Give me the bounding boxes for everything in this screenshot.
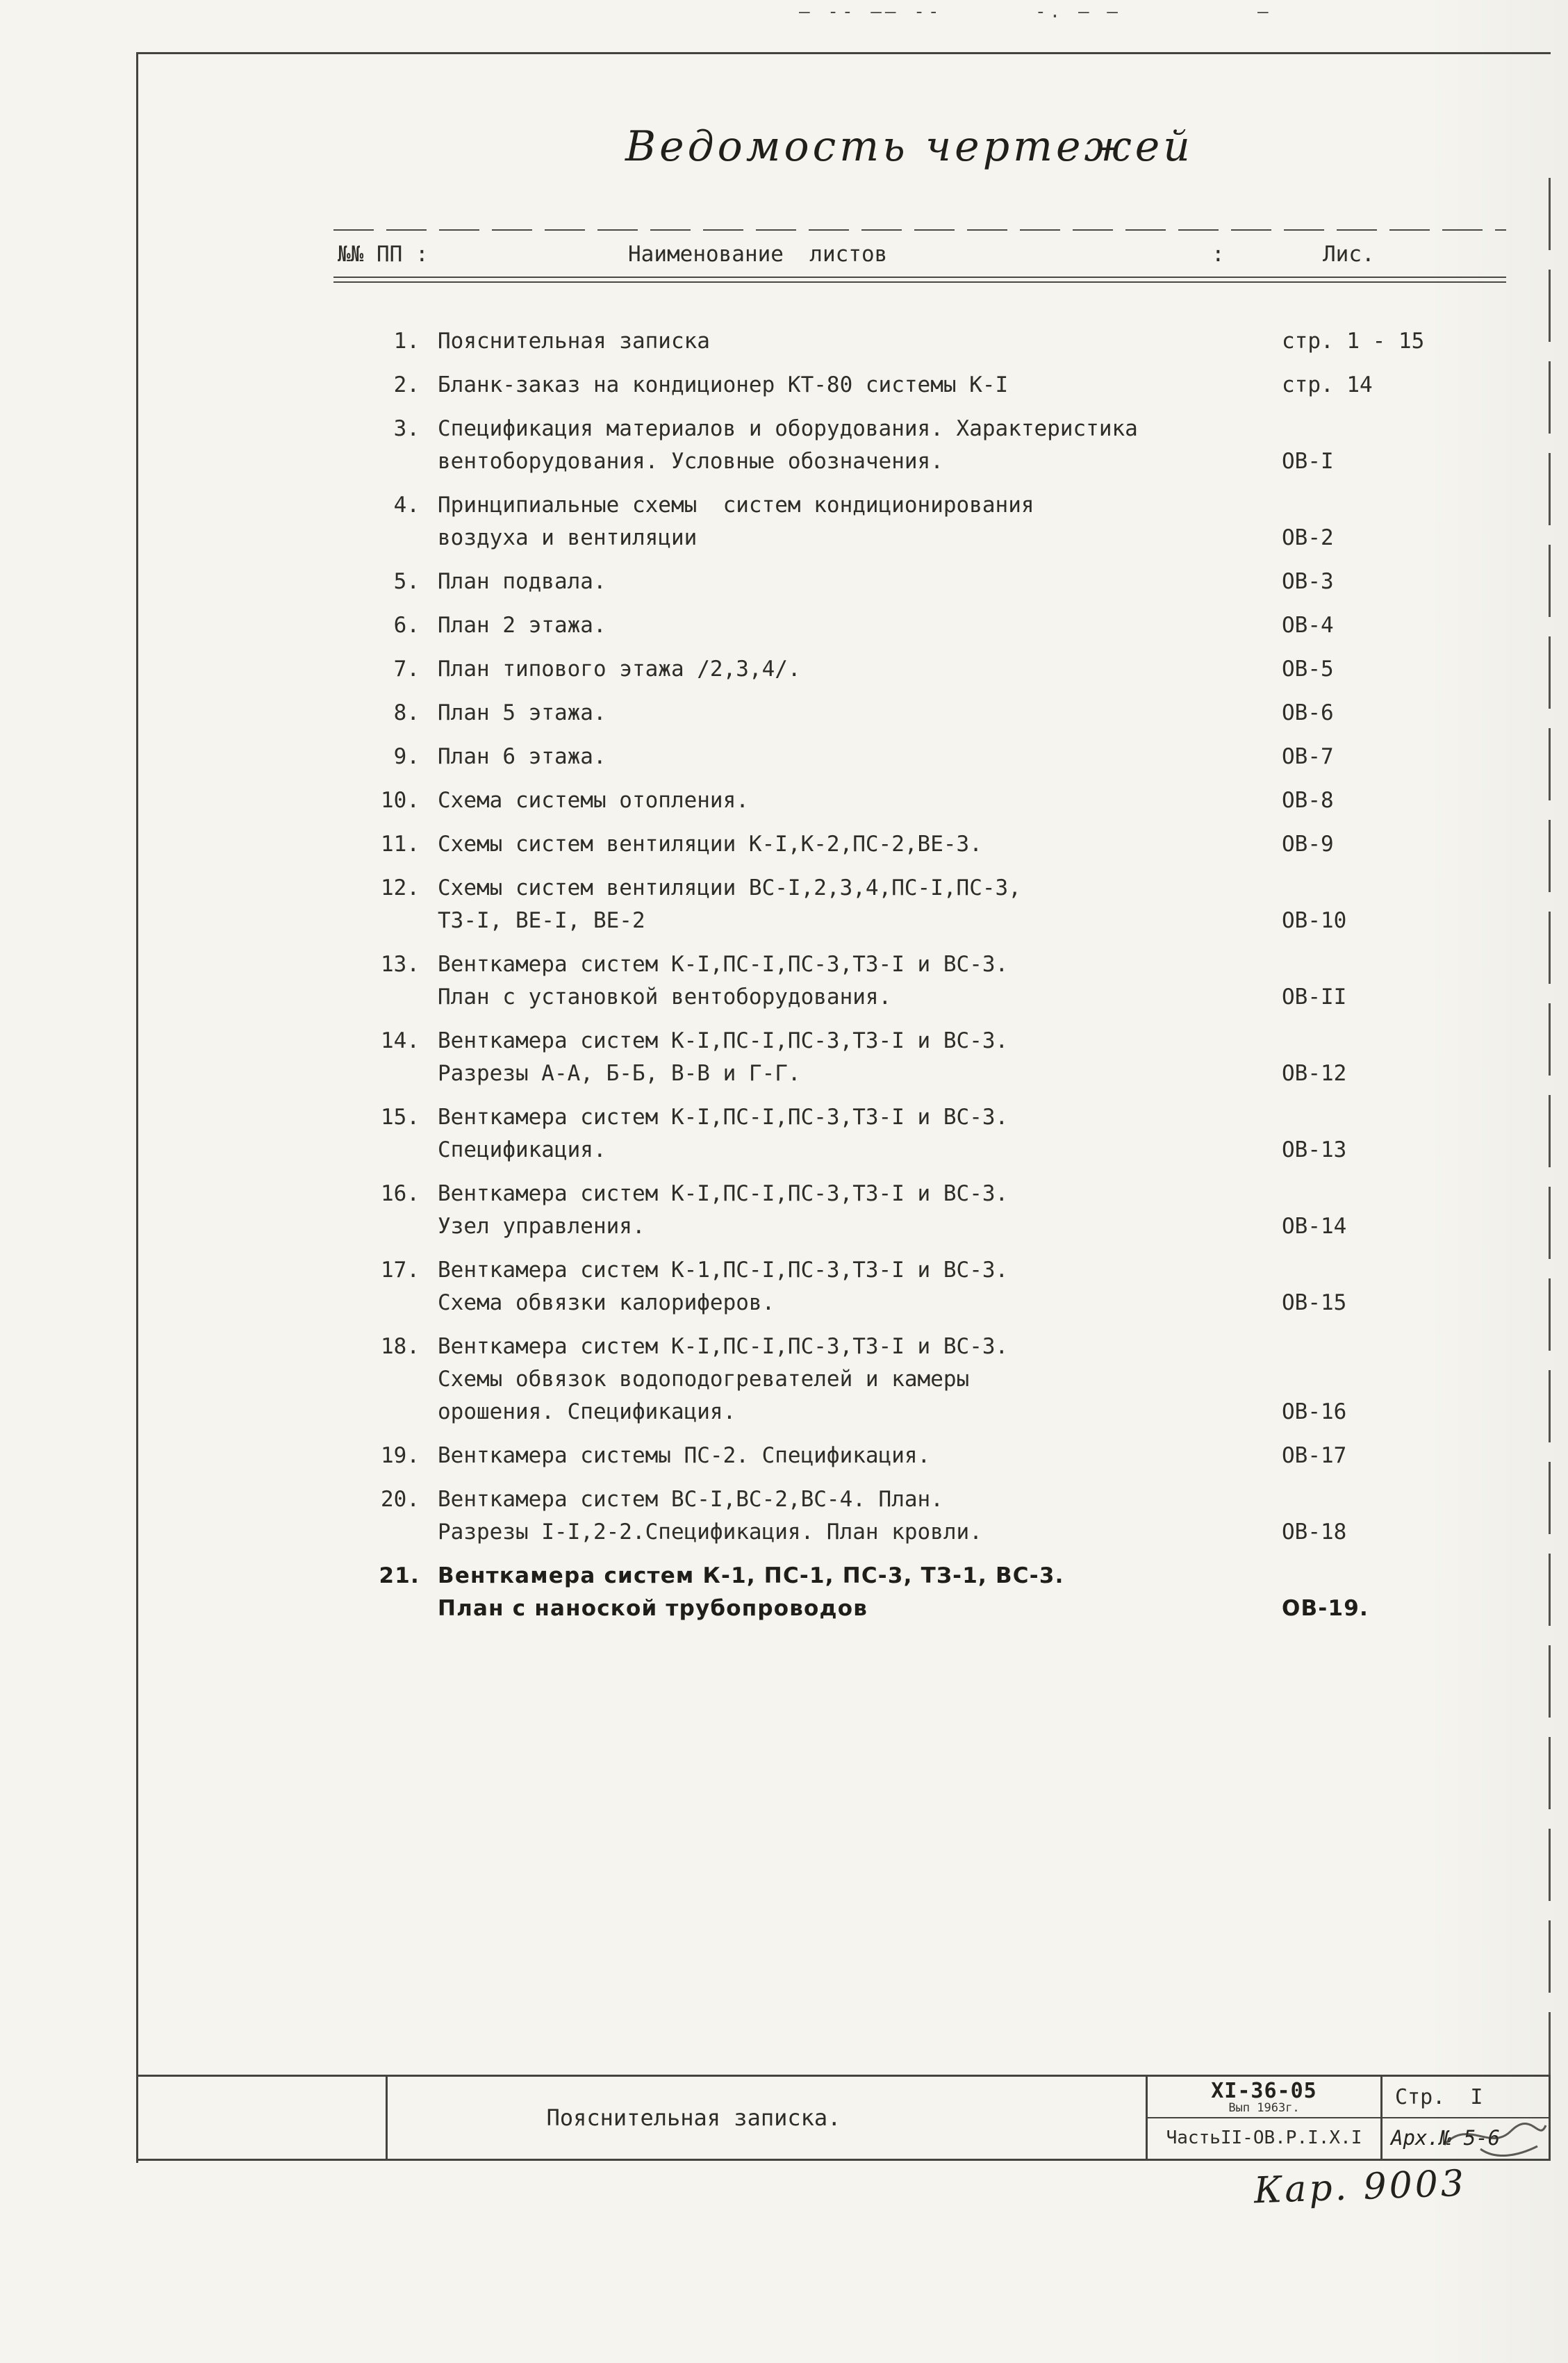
- row-line: План с наноской трубопроводов: [438, 1596, 868, 1621]
- row-line: Пояснительная записка: [438, 329, 710, 354]
- row-line: План 2 этажа.: [438, 613, 606, 638]
- row-sheet: ОВ-13: [1282, 1137, 1347, 1162]
- col-header-number: №№ ПП :: [338, 242, 429, 267]
- scan-artifact: —: [1257, 1, 1272, 22]
- row-number: 12.: [381, 875, 420, 900]
- row-line: Спецификация.: [438, 1137, 606, 1162]
- list-item: [340, 566, 1494, 598]
- row-line: ТЗ-I, ВЕ-I, ВЕ-2: [438, 908, 645, 933]
- row-sheet: ОВ-I: [1282, 449, 1334, 474]
- row-lines: [438, 489, 1282, 554]
- row-number: 11.: [381, 832, 420, 857]
- row-line: Венткамера систем К-I,ПС-I,ПС-3,ТЗ-I и ВС-3.: [438, 952, 1009, 977]
- col-header-separator: :: [1212, 242, 1225, 267]
- list-item: [340, 1178, 1494, 1243]
- row-line: Венткамера систем К-I,ПС-I,ПС-3,ТЗ-I и ВС-3.: [438, 1181, 1009, 1206]
- header-bottom-rule: [333, 281, 1506, 283]
- row-line: Венткамера систем К-I,ПС-I,ПС-3,ТЗ-I и ВС-3.: [438, 1028, 1009, 1053]
- table-header: [333, 229, 1506, 283]
- row-number: 19.: [381, 1443, 420, 1468]
- row-number: 9.: [393, 744, 420, 769]
- row-number: 17.: [381, 1258, 420, 1283]
- row-line: Узел управления.: [438, 1214, 645, 1239]
- row-line: вентоборудования. Условные обозначения.: [438, 449, 943, 474]
- code-subcell: [1148, 2077, 1380, 2118]
- row-number: 2.: [393, 372, 420, 397]
- row-lines: [438, 1254, 1282, 1319]
- row-line: Венткамера систем К-1, ПС-1, ПС-3, ТЗ-1, ВС-3.: [438, 1563, 1064, 1588]
- header-row: [333, 231, 1506, 277]
- row-number: 3.: [393, 416, 420, 441]
- row-line: Венткамера системы ПС-2. Спецификация.: [438, 1443, 931, 1468]
- row-lines: [438, 1025, 1282, 1090]
- row-lines: [438, 1483, 1282, 1549]
- row-sheet: ОВ-9: [1282, 832, 1334, 857]
- row-sheet: ОВ-16: [1282, 1399, 1347, 1424]
- row-line: Венткамера систем К-1,ПС-I,ПС-3,ТЗ-I и ВС-3.: [438, 1258, 1009, 1283]
- row-lines: [438, 741, 1282, 773]
- row-lines: [438, 1331, 1282, 1428]
- row-sheet: ОВ-17: [1282, 1443, 1347, 1468]
- row-line: Разрезы I-I,2-2.Спецификация. План кровли.: [438, 1520, 982, 1545]
- row-lines: [438, 1178, 1282, 1243]
- list-item: [340, 1331, 1494, 1428]
- row-number: 20.: [381, 1487, 420, 1512]
- row-lines: [438, 413, 1282, 478]
- list-item: [340, 609, 1494, 642]
- row-sheet: ОВ-2: [1282, 525, 1334, 550]
- page-number: Стр. I: [1383, 2077, 1549, 2118]
- row-sheet: ОВ-6: [1282, 700, 1334, 725]
- title-block-code-cell: [1146, 2077, 1380, 2159]
- scan-artifact: -. — —: [1035, 1, 1121, 22]
- frame-top-line: [136, 52, 1551, 54]
- drawing-list: [340, 325, 1494, 1636]
- list-item: [340, 413, 1494, 478]
- row-line: воздуха и вентиляции: [438, 525, 698, 550]
- archive-number: Арх.№ 5-6: [1391, 2126, 1501, 2150]
- row-number: 8.: [393, 700, 420, 725]
- row-line: План 5 этажа.: [438, 700, 606, 725]
- list-item: [340, 1560, 1494, 1625]
- list-item: [340, 1025, 1494, 1090]
- handwritten-note: Кар. 9003: [1253, 2162, 1467, 2212]
- list-item: [340, 828, 1494, 861]
- row-number: 6.: [393, 613, 420, 638]
- row-line: План типового этажа /2,3,4/.: [438, 657, 801, 682]
- col-header-name: Наименование листов: [628, 242, 888, 267]
- list-item: [340, 784, 1494, 817]
- row-number: 21.: [379, 1563, 420, 1588]
- row-sheet: ОВ-18: [1282, 1520, 1347, 1545]
- row-line: Спецификация материалов и оборудования. Характеристика: [438, 416, 1138, 441]
- title-block-empty-cell: [138, 2077, 386, 2159]
- row-line: План подвала.: [438, 569, 606, 594]
- row-line: Венткамера систем К-I,ПС-I,ПС-3,ТЗ-I и ВС-3.: [438, 1105, 1009, 1130]
- title-block-name-cell: [386, 2077, 1146, 2159]
- row-number: 15.: [381, 1105, 420, 1130]
- list-item: [340, 369, 1494, 402]
- row-sheet: ОВ-5: [1282, 657, 1334, 682]
- row-sheet: ОВ-15: [1282, 1290, 1347, 1315]
- row-line: Венткамера систем К-I,ПС-I,ПС-3,ТЗ-I и ВС-3.: [438, 1334, 1009, 1359]
- row-lines: [438, 948, 1282, 1014]
- list-item: [340, 325, 1494, 358]
- row-number: 5.: [393, 569, 420, 594]
- row-lines: [438, 1560, 1282, 1625]
- row-lines: [438, 609, 1282, 642]
- row-lines: [438, 653, 1282, 686]
- row-line: План с установкой вентоборудования.: [438, 985, 892, 1010]
- row-line: План 6 этажа.: [438, 744, 606, 769]
- row-line: Схема обвязки калориферов.: [438, 1290, 775, 1315]
- row-line: Схемы систем вентиляции К-I,К-2,ПС-2,ВЕ-3.: [438, 832, 982, 857]
- list-item: [340, 1101, 1494, 1167]
- row-line: Бланк-заказ на кондиционер КТ-80 системы К-I: [438, 372, 1009, 397]
- list-item: [340, 697, 1494, 730]
- row-number: 18.: [381, 1334, 420, 1359]
- row-sheet: ОВ-4: [1282, 613, 1334, 638]
- row-lines: [438, 828, 1282, 861]
- list-item: [340, 948, 1494, 1014]
- title-block-page-cell: [1380, 2077, 1549, 2159]
- row-sheet: ОВ-7: [1282, 744, 1334, 769]
- row-number: 10.: [381, 788, 420, 813]
- row-line: орошения. Спецификация.: [438, 1399, 736, 1424]
- list-item: [340, 489, 1494, 554]
- row-line: Венткамера систем ВС-I,ВС-2,ВС-4. План.: [438, 1487, 943, 1512]
- document-part: ЧастьII-ОВ.Р.I.Х.I: [1166, 2127, 1362, 2148]
- list-item: [340, 872, 1494, 937]
- list-item: [340, 1440, 1494, 1472]
- row-lines: [438, 1101, 1282, 1167]
- document-name: Пояснительная записка.: [546, 2105, 841, 2131]
- row-lines: [438, 697, 1282, 730]
- row-lines: [438, 872, 1282, 937]
- col-header-sheet: Лис.: [1323, 242, 1375, 267]
- title-block: [136, 2075, 1551, 2161]
- row-sheet: ОВ-14: [1282, 1214, 1347, 1239]
- row-sheet: ОВ-8: [1282, 788, 1334, 813]
- row-line: Схемы систем вентиляции ВС-I,2,3,4,ПС-I,ПС-3,: [438, 875, 1021, 900]
- row-sheet: стр. 14: [1282, 372, 1373, 397]
- row-line: Принципиальные схемы систем кондиционирования: [438, 493, 1034, 518]
- list-item: [340, 1483, 1494, 1549]
- row-lines: [438, 784, 1282, 817]
- row-sheet: ОВ-II: [1282, 985, 1347, 1010]
- row-sheet: ОВ-10: [1282, 908, 1347, 933]
- row-lines: [438, 325, 1282, 358]
- list-item: [340, 1254, 1494, 1319]
- row-number: 4.: [393, 493, 420, 518]
- frame-left-line: [136, 52, 138, 2163]
- list-item: [340, 741, 1494, 773]
- row-lines: [438, 369, 1282, 402]
- row-number: 16.: [381, 1181, 420, 1206]
- document-code-note: Вып 1963г.: [1228, 2101, 1300, 2115]
- row-lines: [438, 1440, 1282, 1472]
- row-line: Схемы обвязок водоподогревателей и камеры: [438, 1367, 970, 1392]
- row-line: Схема системы отопления.: [438, 788, 749, 813]
- row-number: 13.: [381, 952, 420, 977]
- row-number: 1.: [393, 329, 420, 354]
- row-number: 14.: [381, 1028, 420, 1053]
- page-title: Ведомость чертежей: [625, 122, 1194, 171]
- row-lines: [438, 566, 1282, 598]
- row-sheet: стр. 1 - 15: [1282, 329, 1425, 354]
- row-line: Разрезы А-А, Б-Б, В-В и Г-Г.: [438, 1061, 801, 1086]
- document-code: XI-36-05: [1211, 2079, 1317, 2103]
- row-sheet: ОВ-12: [1282, 1061, 1347, 1086]
- page-edge-line: [1549, 178, 1551, 2076]
- row-sheet: ОВ-19.: [1282, 1596, 1369, 1621]
- archive-number-cell: [1383, 2118, 1549, 2157]
- row-sheet: ОВ-3: [1282, 569, 1334, 594]
- header-bottom-rule: [333, 277, 1506, 278]
- scan-artifact: — -- —— --: [799, 1, 943, 22]
- row-number: 7.: [393, 657, 420, 682]
- list-item: [340, 653, 1494, 686]
